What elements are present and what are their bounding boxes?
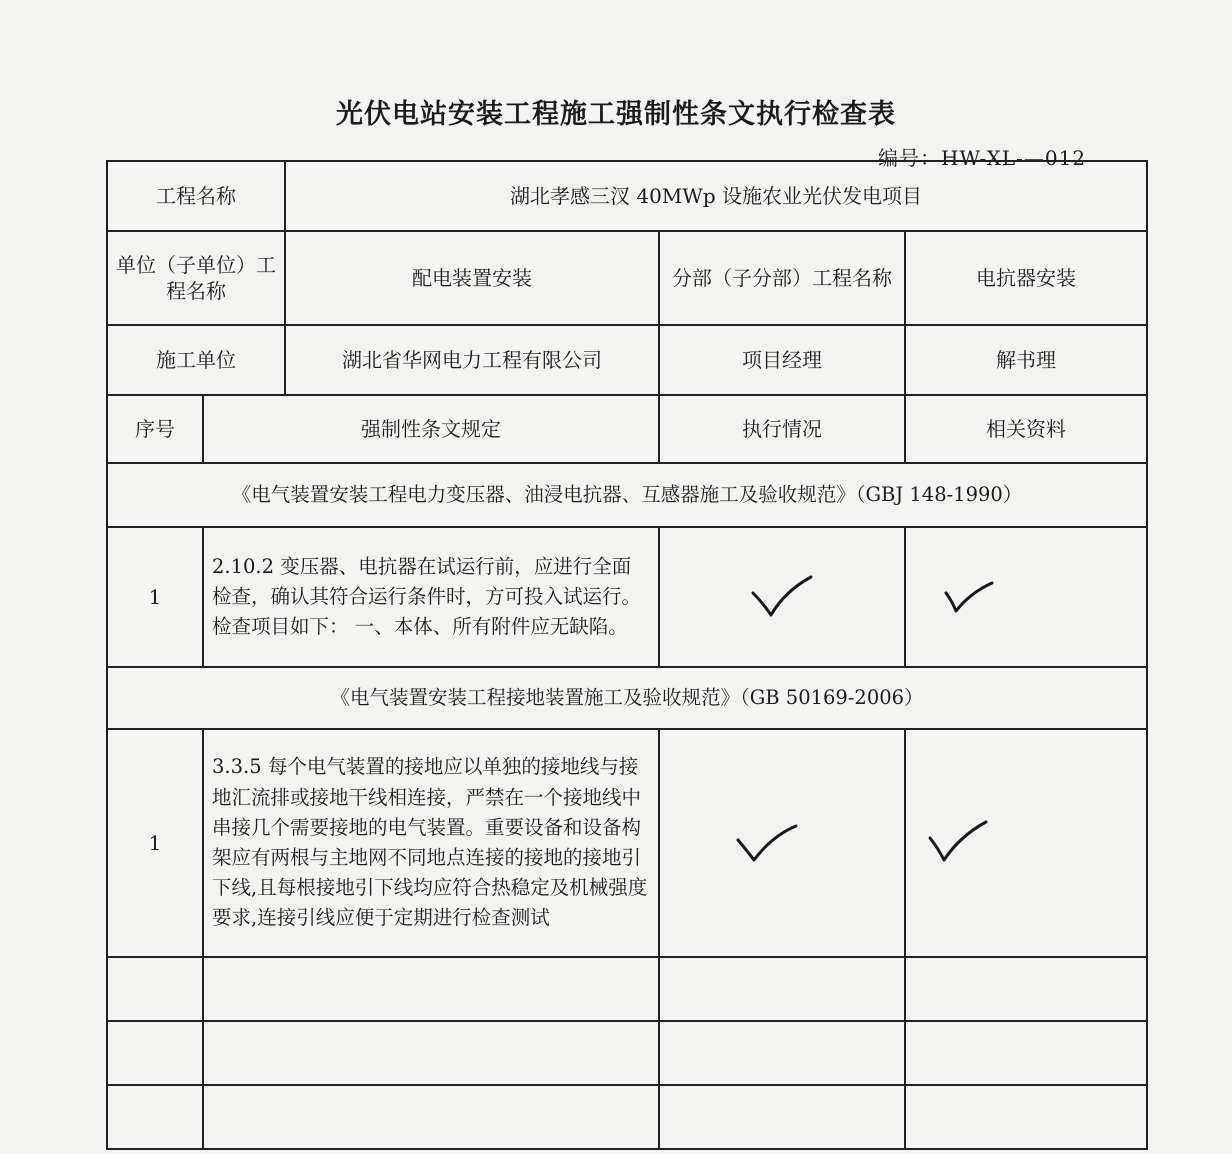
form-code: 编号：HW-XL-—012 bbox=[878, 146, 1087, 170]
empty-row bbox=[107, 1021, 1147, 1085]
row-column-headers bbox=[107, 395, 1147, 463]
standard-title: 《电气装置安装工程电力变压器、油浸电抗器、互感器施工及验收规范》（GBJ 148-1990） bbox=[107, 463, 1147, 527]
clause-text: 3.3.5 每个电气装置的接地应以单独的接地线与接地汇流排或接地干线相连接，严禁在一个接地线中串接几个需要接地的电气装置。重要设备和设备构架应有两根与主地网不同地点连接的接地的接地引下线,且每根接地引下线均应符合热稳定及机械强度要求,连接引线应便于定期进行检查测试 bbox=[203, 729, 659, 957]
check-mark-icon bbox=[926, 818, 992, 868]
value-unit-name: 配电装置安装 bbox=[285, 231, 659, 325]
header-execution: 执行情况 bbox=[659, 395, 905, 463]
row-contractor bbox=[107, 325, 1147, 395]
value-manager: 解书理 bbox=[905, 325, 1147, 395]
documents-check-cell bbox=[905, 527, 1147, 667]
inspection-table bbox=[106, 160, 1148, 1150]
row-standard-1 bbox=[107, 463, 1147, 527]
label-unit-name: 单位（子单位）工程名称 bbox=[107, 231, 285, 325]
empty-row bbox=[107, 1085, 1147, 1149]
header-clause: 强制性条文规定 bbox=[203, 395, 659, 463]
table-row bbox=[107, 527, 1147, 667]
value-contractor: 湖北省华网电力工程有限公司 bbox=[285, 325, 659, 395]
documents-check-cell bbox=[905, 729, 1147, 957]
clause-text: 2.10.2 变压器、电抗器在试运行前，应进行全面检查，确认其符合运行条件时，方可投入试运行。检查项目如下： 一、本体、所有附件应无缺陷。 bbox=[203, 527, 659, 667]
label-division-name: 分部（子分部）工程名称 bbox=[659, 231, 905, 325]
check-mark-icon bbox=[732, 820, 802, 866]
row-standard-2 bbox=[107, 667, 1147, 729]
empty-row bbox=[107, 957, 1147, 1021]
header-documents: 相关资料 bbox=[905, 395, 1147, 463]
row-unit bbox=[107, 231, 1147, 325]
row-seq: 1 bbox=[107, 729, 203, 957]
execution-check-cell bbox=[659, 527, 905, 667]
page-title: 光伏电站安装工程施工强制性条文执行检查表 bbox=[336, 99, 896, 130]
row-project-name bbox=[107, 161, 1147, 231]
execution-check-cell bbox=[659, 729, 905, 957]
value-project-name: 湖北孝感三汊 40MWp 设施农业光伏发电项目 bbox=[285, 161, 1147, 231]
header-seq: 序号 bbox=[107, 395, 203, 463]
label-manager: 项目经理 bbox=[659, 325, 905, 395]
check-mark-icon bbox=[940, 577, 996, 617]
standard-title: 《电气装置安装工程接地装置施工及验收规范》（GB 50169-2006） bbox=[107, 667, 1147, 729]
value-division-name: 电抗器安装 bbox=[905, 231, 1147, 325]
label-project-name: 工程名称 bbox=[107, 161, 285, 231]
label-contractor: 施工单位 bbox=[107, 325, 285, 395]
table-row bbox=[107, 729, 1147, 957]
check-mark-icon bbox=[747, 573, 817, 621]
row-seq: 1 bbox=[107, 527, 203, 667]
